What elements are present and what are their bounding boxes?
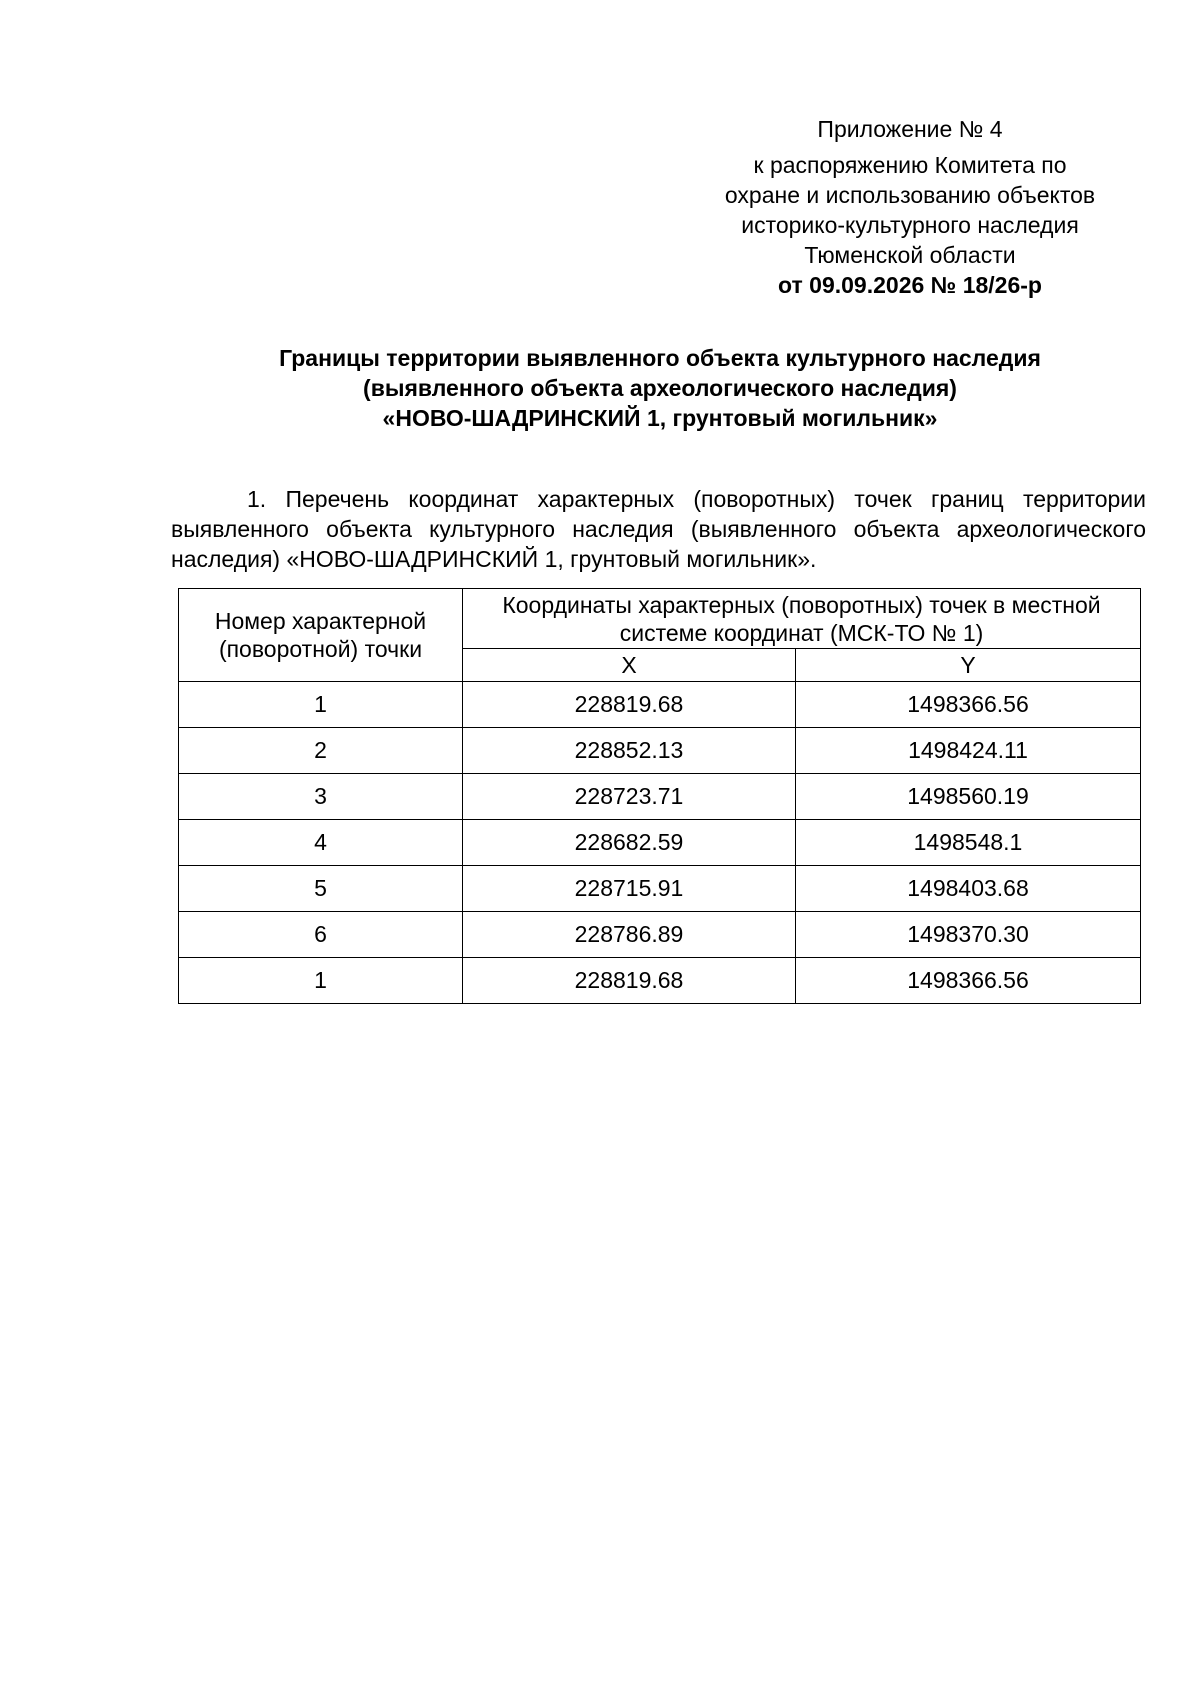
annex-number: Приложение № 4 (817, 116, 1003, 142)
annex-line: к распоряжению Комитета по (753, 152, 1067, 178)
table-row (179, 820, 1141, 866)
table-row (179, 958, 1141, 1004)
y-header: Y (796, 649, 1141, 682)
point-number-cell: 2 (179, 728, 463, 774)
annex-line: историко-культурного наследия (741, 212, 1079, 238)
document-title (170, 343, 1150, 433)
y-coordinate-cell: 1498366.56 (796, 958, 1141, 1004)
x-coordinate-cell: 228723.71 (463, 774, 796, 820)
point-number-cell: 4 (179, 820, 463, 866)
title-line: (выявленного объекта археологического наследия) (363, 375, 957, 401)
point-number-cell: 6 (179, 912, 463, 958)
point-number-cell: 5 (179, 866, 463, 912)
point-number-cell: 3 (179, 774, 463, 820)
table-row (179, 728, 1141, 774)
annex-block (690, 114, 1130, 300)
x-coordinate-cell: 228819.68 (463, 682, 796, 728)
y-coordinate-cell: 1498560.19 (796, 774, 1141, 820)
table-row (179, 866, 1141, 912)
coordinates-header: Координаты характерных (поворотных) точек в местной системе координат (МСК-ТО № 1) (463, 589, 1141, 649)
x-coordinate-cell: 228819.68 (463, 958, 796, 1004)
table-row (179, 774, 1141, 820)
x-coordinate-cell: 228852.13 (463, 728, 796, 774)
point-number-cell: 1 (179, 958, 463, 1004)
title-line: Границы территории выявленного объекта культурного наследия (279, 345, 1041, 371)
x-coordinate-cell: 228682.59 (463, 820, 796, 866)
table-row (179, 682, 1141, 728)
y-coordinate-cell: 1498403.68 (796, 866, 1141, 912)
x-header: X (463, 649, 796, 682)
table-row (179, 912, 1141, 958)
y-coordinate-cell: 1498424.11 (796, 728, 1141, 774)
coordinates-table (178, 588, 1141, 1004)
decree-date-number: от 09.09.2026 № 18/26-р (778, 272, 1042, 298)
title-line: «НОВО-ШАДРИНСКИЙ 1, грунтовый могильник» (382, 405, 938, 431)
annex-line: Тюменской области (804, 242, 1016, 268)
x-coordinate-cell: 228786.89 (463, 912, 796, 958)
y-coordinate-cell: 1498366.56 (796, 682, 1141, 728)
point-number-header: Номер характерной (поворотной) точки (179, 589, 463, 682)
intro-text: 1. Перечень координат характерных (поворотных) точек границ территории выявленного объекта культурного наследия (выявленного объекта археологического наследия) «НОВО-ШАДРИНСКИЙ 1, грунтовый могильник». (171, 486, 1146, 572)
y-coordinate-cell: 1498370.30 (796, 912, 1141, 958)
x-coordinate-cell: 228715.91 (463, 866, 796, 912)
table-body (179, 682, 1141, 1004)
point-number-cell: 1 (179, 682, 463, 728)
intro-paragraph (171, 484, 1146, 574)
annex-line: охране и использованию объектов (724, 182, 1096, 208)
y-coordinate-cell: 1498548.1 (796, 820, 1141, 866)
